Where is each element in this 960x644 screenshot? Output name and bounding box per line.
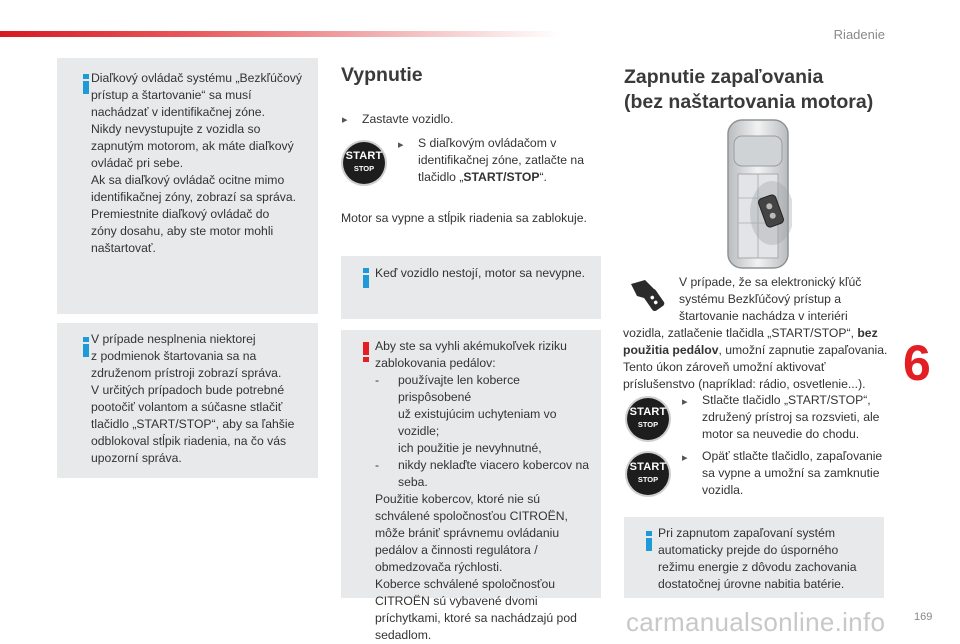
bullet-icon: ▸ <box>398 139 404 151</box>
warning-icon <box>353 340 377 364</box>
text-line: odblokoval stĺpik riadenia, na čo vás <box>91 434 287 448</box>
info-line: automaticky prejde do úsporného <box>658 543 839 557</box>
step-press-start-stop <box>418 135 584 186</box>
step-press-again <box>702 448 882 499</box>
text-line: zablokovania pedálov: <box>375 356 496 370</box>
step-line: S diaľkovým ovládačom v <box>418 136 557 150</box>
text-line: schválené spoločnosťou CITROËN, <box>375 509 568 523</box>
start-label: START <box>629 461 667 473</box>
intro-text: , umožní zapnutie zapaľovania. <box>718 343 888 357</box>
result-text: Motor sa vypne a stĺpik riadenia sa zablokuje. <box>341 211 587 225</box>
info-box-moving-vehicle <box>341 256 601 319</box>
vehicle-top-view-illustration <box>724 118 792 270</box>
section-title: Riadenie <box>833 27 885 42</box>
step-bold-text: START/STOP <box>463 170 540 184</box>
text-line: CITROËN sú vybavené dvomi <box>375 594 538 608</box>
info-box-text <box>91 70 312 257</box>
bullet-icon: ▸ <box>342 114 348 126</box>
stop-label: STOP <box>353 164 375 173</box>
intro-text-head <box>679 274 861 325</box>
stop-label: STOP <box>637 420 659 429</box>
text-line: V prípade nesplnenia niektorej <box>91 332 256 346</box>
text-line: Použitie kobercov, ktoré nie sú <box>375 492 541 506</box>
stop-label: STOP <box>637 475 659 484</box>
info-box-text: Keď vozidlo nestojí, motor sa nevypne. <box>375 266 586 280</box>
info-line: Pri zapnutom zapaľovaní systém <box>658 526 835 540</box>
page-number: 169 <box>914 611 933 623</box>
text-line: seba. <box>398 475 428 489</box>
text-line: naštartovať. <box>91 241 156 255</box>
heading-line: Zapnutie zapaľovania <box>624 66 824 88</box>
text-line: sedadlom. <box>375 628 432 642</box>
intro-line: štartovanie nachádza v interiéri <box>679 309 848 323</box>
text-line: ovládač pri sebe. <box>91 156 184 170</box>
remote-key-hand-icon <box>627 276 667 312</box>
text-line: prístup a štartovanie“ sa musí <box>91 88 252 102</box>
info-line: dostatočnej úrovne nabitia batérie. <box>658 577 845 591</box>
text-line: Ak sa diaľkový ovládač ocitne mimo <box>91 173 285 187</box>
info-box-remote-zone <box>57 58 318 314</box>
text-line: pedálov a činnosti regulátora / <box>375 543 538 557</box>
dash-marker: - <box>375 373 380 387</box>
start-stop-button-icon <box>627 453 669 495</box>
text-line: z podmienok štartovania sa na <box>91 349 257 363</box>
step-line: združený prístroj sa rozsvieti, ale <box>702 410 880 424</box>
step-line: Stlačte tlačidlo „START/STOP“, <box>702 393 871 407</box>
info-box-text <box>658 525 878 593</box>
chapter-number: 6 <box>903 335 931 391</box>
start-label: START <box>345 150 383 162</box>
warning-list-item <box>375 372 595 457</box>
text-line: používajte len koberce prispôsobené <box>398 373 520 404</box>
intro-text: vozidla, zatlačenie tlačidla „START/STOP“, <box>623 326 858 340</box>
step-line <box>418 169 584 186</box>
info-icon <box>353 266 377 290</box>
step-stop-vehicle: Zastavte vozidlo. <box>362 112 454 126</box>
header-accent-bar <box>0 31 560 37</box>
step-line: identifikačnej zóne, zatlačte na <box>418 153 584 167</box>
text-line: Koberce schválené spoločnosťou <box>375 577 556 591</box>
info-box-energy-saving <box>624 517 884 598</box>
text-line: môže brániť správnemu ovládaniu <box>375 526 560 540</box>
text-line: zapnutým motorom, ak máte diaľkový <box>91 139 294 153</box>
warning-text <box>375 338 595 644</box>
text-line: nachádzať v identifikačnej zóne. <box>91 105 265 119</box>
dash-marker: - <box>375 458 380 472</box>
step-line: vozidla. <box>702 483 744 497</box>
info-box-start-conditions <box>57 323 318 478</box>
bullet-icon: ▸ <box>682 452 688 464</box>
info-icon <box>636 529 660 553</box>
heading-switch-off: Vypnutie <box>341 64 423 86</box>
info-box-text <box>91 331 312 467</box>
intro-line: V prípade, že sa elektronický kľúč <box>679 275 862 289</box>
intro-line: systému Bezkľúčový prístup a <box>679 292 842 306</box>
step-line: sa vypne a umožní sa zamknutie <box>702 466 880 480</box>
warning-box-pedals <box>341 330 601 642</box>
intro-line <box>623 325 887 342</box>
text-line: Aby ste sa vyhli akémukoľvek riziku <box>375 339 567 353</box>
text-line: obmedzovača rýchlosti. <box>375 560 503 574</box>
watermark: carmanualsonline.info <box>626 607 886 637</box>
heading-ignition-on <box>624 64 873 115</box>
text-line: príchytkami, ktoré sa nachádzajú pod <box>375 611 577 625</box>
text-line: združenom prístroji zobrazí správa. <box>91 366 282 380</box>
text-line: Nikdy nevystupujte z vozidla so <box>91 122 261 136</box>
text-line: V určitých prípadoch bude potrebné <box>91 383 285 397</box>
text-line: Diaľkový ovládač systému „Bezkľúčový <box>91 71 302 85</box>
step-line: Opäť stlačte tlačidlo, zapaľovanie <box>702 449 883 463</box>
text-line: identifikačnej zóny, zobrazí sa správa. <box>91 190 297 204</box>
text-line: upozorní správa. <box>91 451 182 465</box>
start-stop-button-icon <box>627 398 669 440</box>
text-line: tlačidlo „START/STOP“, aby sa ľahšie <box>91 417 295 431</box>
text-line: už existujúcim uchyteniam vo vozidle; <box>398 407 557 438</box>
text-line: Premiestnite diaľkový ovládač do <box>91 207 270 221</box>
start-stop-button-icon <box>343 142 385 184</box>
info-line: režimu energie z dôvodu zachovania <box>658 560 857 574</box>
warning-list <box>375 372 595 491</box>
intro-line: príslušenstvo (napríklad: rádio, osvetlenie...). <box>623 377 866 391</box>
intro-bold-text: bez <box>857 326 878 340</box>
bullet-icon: ▸ <box>682 396 688 408</box>
step-press-once <box>702 392 879 443</box>
text-line: zóny dosahu, aby ste motor mohli <box>91 224 274 238</box>
warning-list-item <box>375 457 595 491</box>
heading-line: (bez naštartovania motora) <box>624 91 874 113</box>
start-label: START <box>629 406 667 418</box>
text-line: nikdy neklaďte viacero kobercov na <box>398 458 590 472</box>
intro-line: Tento úkon zároveň umožní aktivovať <box>623 360 826 374</box>
step-line: motor sa neuvedie do chodu. <box>702 427 860 441</box>
intro-bold-text: použitia pedálov <box>623 343 719 357</box>
intro-text-body <box>623 325 887 393</box>
text-line: ich použitie je nevyhnutné, <box>398 441 542 455</box>
step-text: “. <box>539 170 547 184</box>
step-text: tlačidlo „ <box>418 170 464 184</box>
text-line: pootočiť volantom a súčasne stlačiť <box>91 400 283 414</box>
intro-line <box>623 342 887 359</box>
